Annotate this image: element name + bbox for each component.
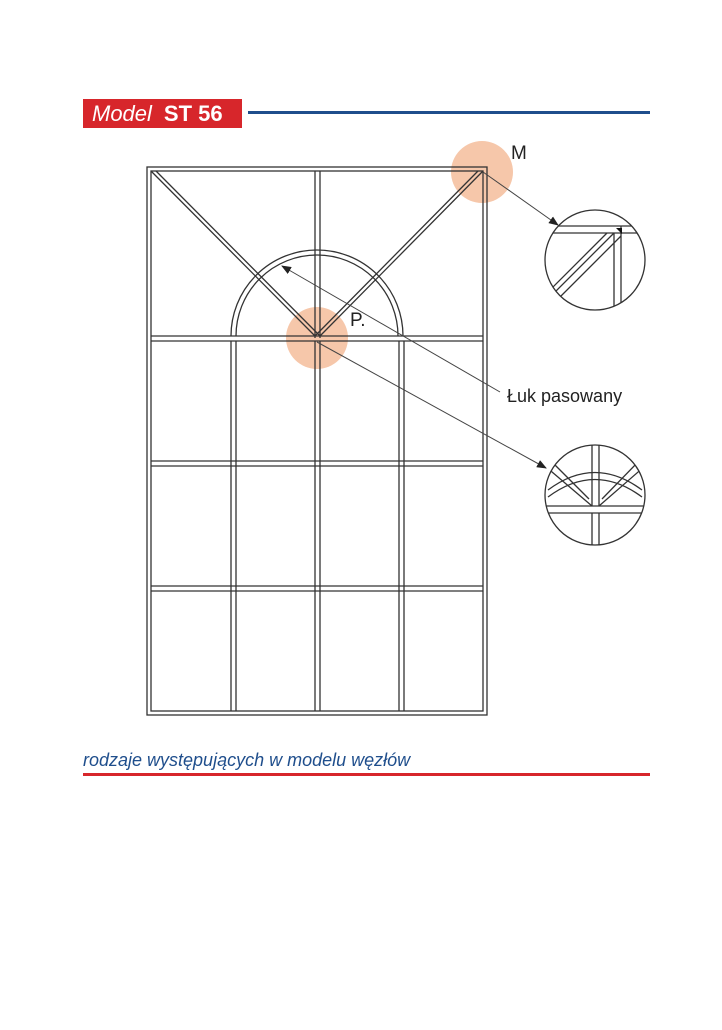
detail-m-node — [540, 210, 650, 320]
model-code: ST 56 — [163, 100, 223, 126]
model-word: Model — [92, 100, 152, 126]
label-p: P. — [350, 310, 366, 331]
label-arch: Łuk pasowany — [507, 386, 623, 406]
detail-p-node — [540, 440, 650, 550]
label-m: M — [511, 143, 527, 164]
window-frame-lines — [147, 167, 487, 715]
figure-caption: rodzaje występujących w modelu węzłów — [83, 750, 411, 770]
caption-divider — [83, 773, 650, 776]
